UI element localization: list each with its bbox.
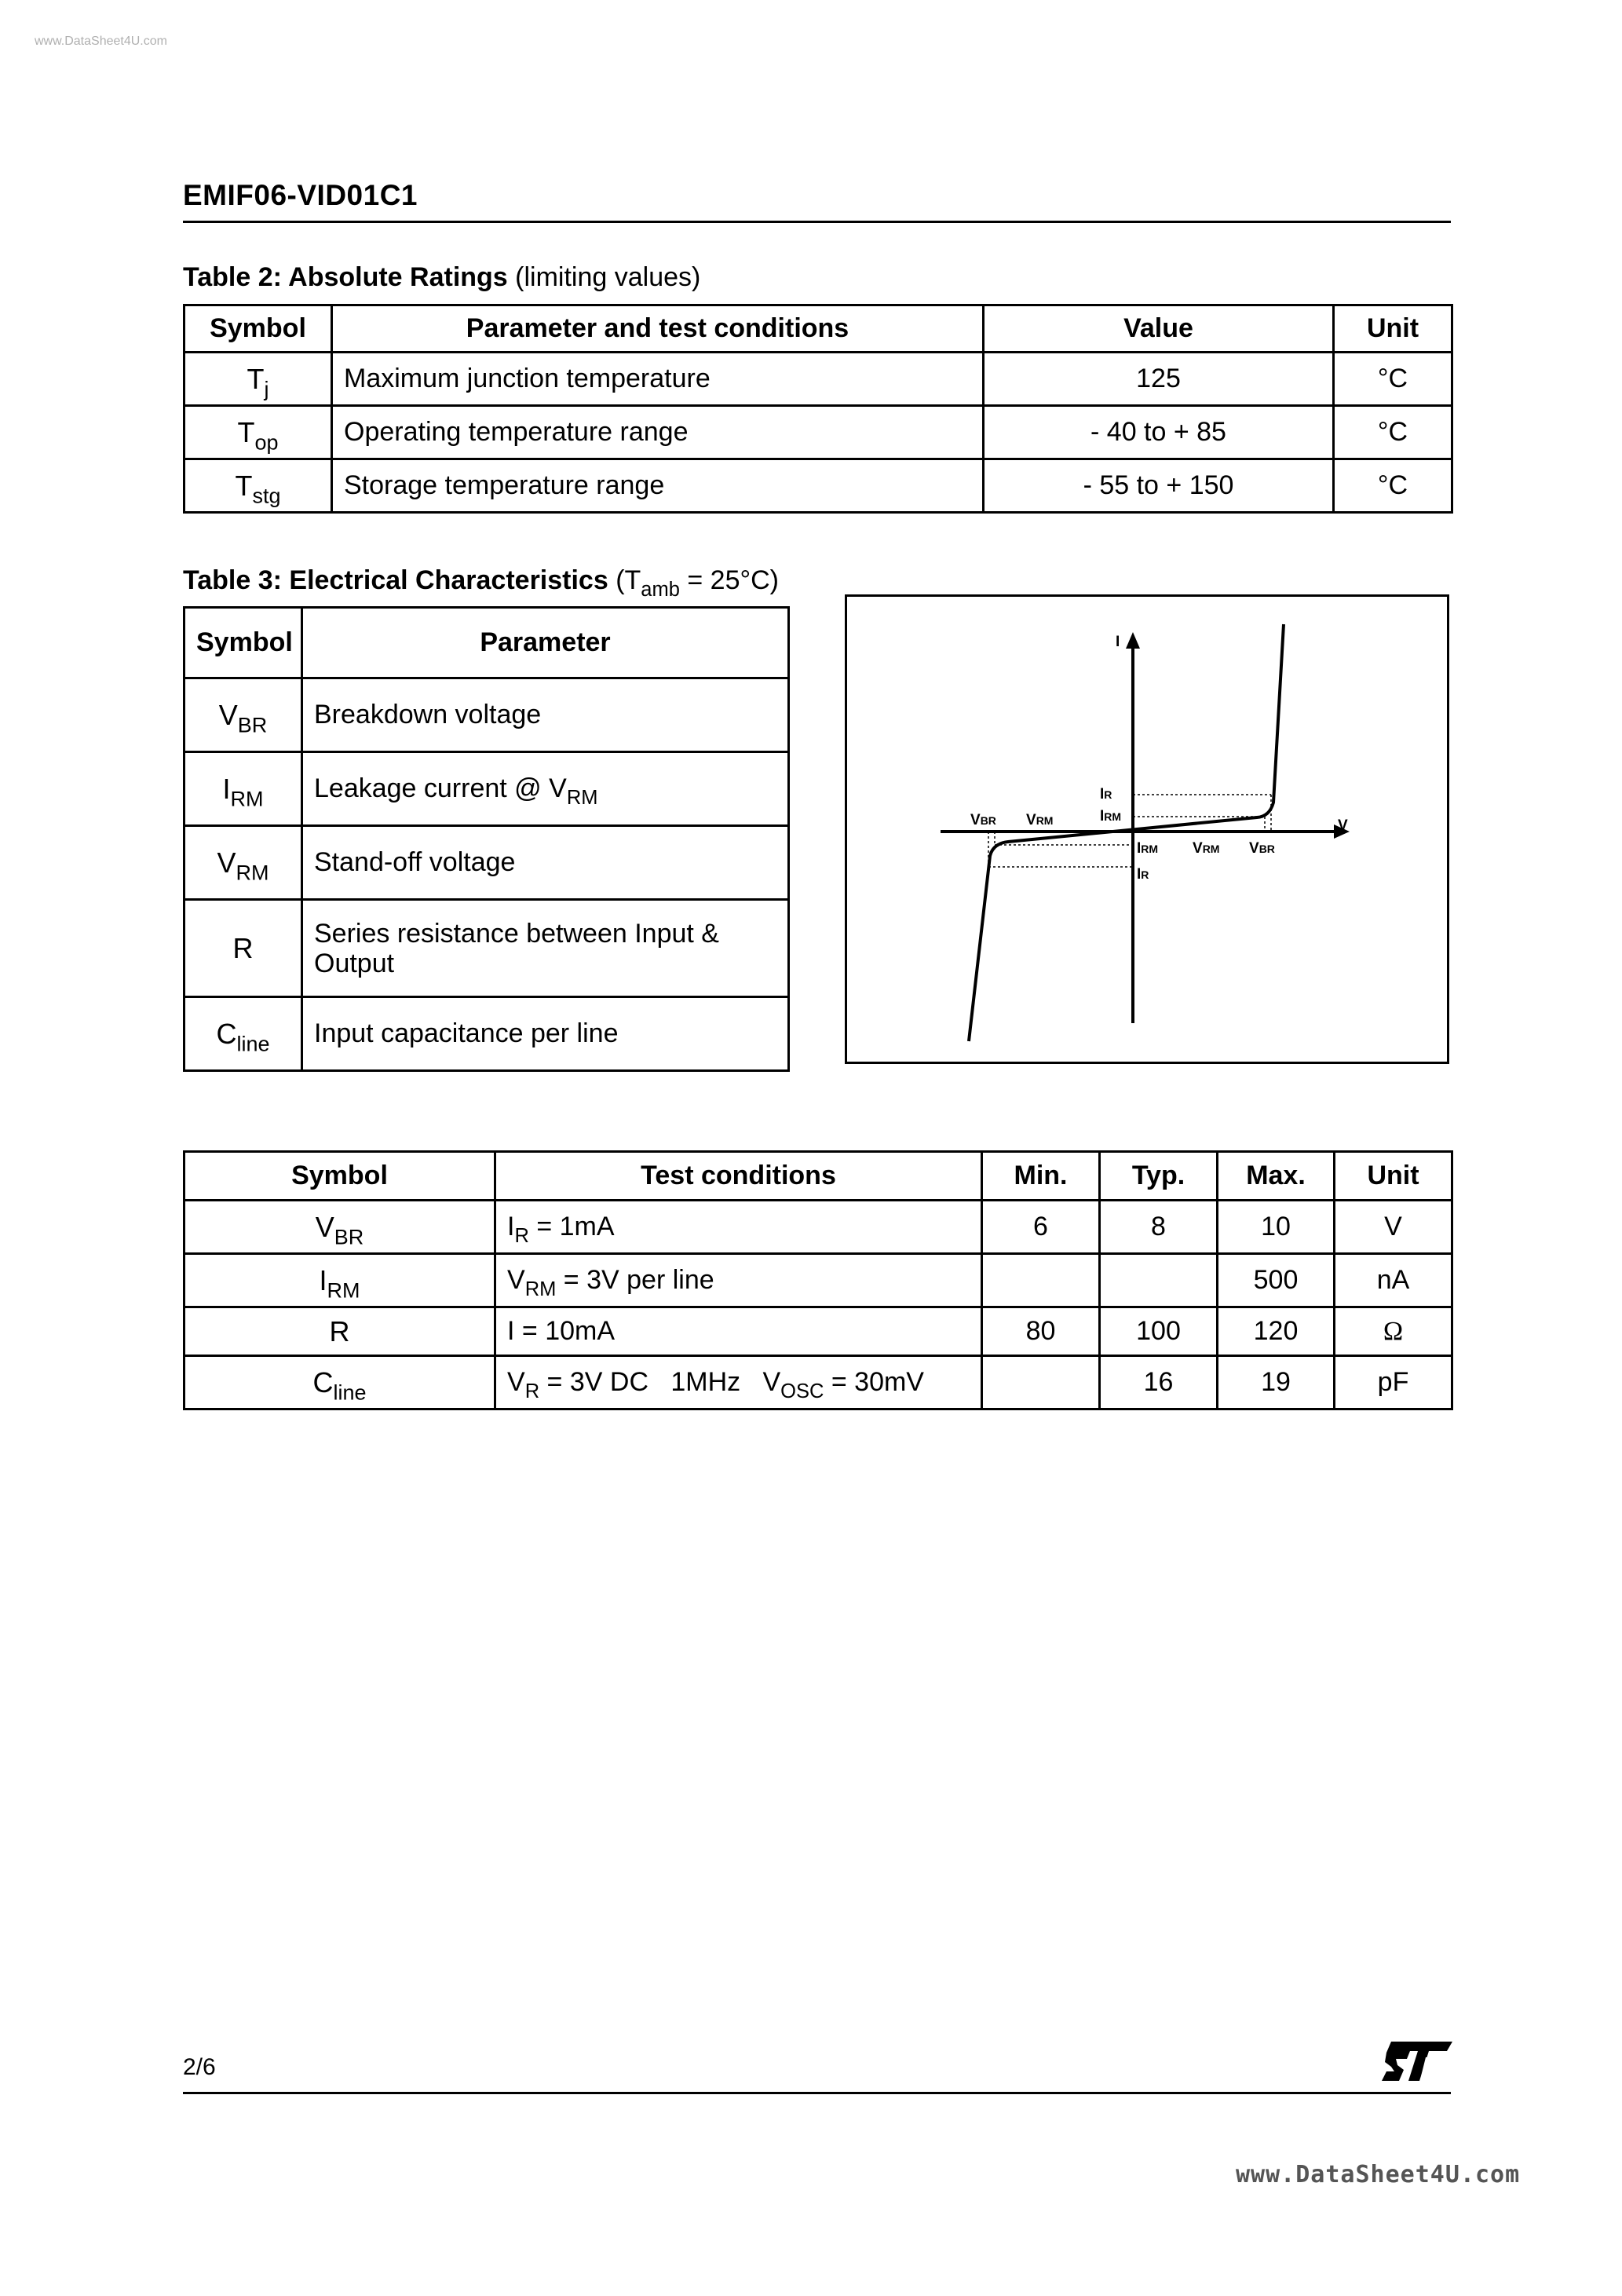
header-parameter: Parameter bbox=[302, 608, 789, 678]
header-value: Value bbox=[984, 305, 1334, 353]
unit-cell: nA bbox=[1335, 1254, 1452, 1307]
label-irm-bottom: IRM bbox=[1137, 840, 1159, 857]
parameter-cell: Maximum junction temperature bbox=[332, 353, 984, 406]
symbol-cell: $V_{RM}$ bbox=[184, 826, 302, 900]
i-axis-arrow bbox=[1126, 632, 1140, 649]
label-ir-bottom: IR bbox=[1137, 866, 1149, 883]
symbol-cell: $C_{line}$ bbox=[184, 1356, 495, 1409]
table3-caption: Table 3: Electrical Characteristics $(T_{amb} = 25^\circ C)$ bbox=[183, 565, 779, 601]
value-cell: - 55 to + 150 bbox=[984, 459, 1334, 513]
table-row bbox=[184, 459, 1452, 513]
st-logo-icon bbox=[1380, 2038, 1454, 2091]
label-ir-top: IR bbox=[1100, 786, 1112, 803]
iv-characteristic-figure bbox=[845, 594, 1449, 1064]
table-row bbox=[184, 1201, 1452, 1254]
typ-cell: 16 bbox=[1100, 1356, 1218, 1409]
symbol-cell: R bbox=[184, 900, 302, 997]
table-header-row bbox=[184, 305, 1452, 353]
document-title: EMIF06-VID01C1 bbox=[183, 179, 418, 211]
unit-cell: °C bbox=[1334, 459, 1452, 513]
table-row bbox=[184, 1356, 1452, 1409]
table-row bbox=[184, 1254, 1452, 1307]
parameter-cell: Breakdown voltage bbox=[302, 678, 789, 752]
header-min: Min. bbox=[982, 1152, 1100, 1201]
label-vrm-bottom: VRM bbox=[1193, 840, 1220, 857]
unit-cell: Ω bbox=[1335, 1307, 1452, 1356]
parameter-cell: Operating temperature range bbox=[332, 406, 984, 459]
table-header-row bbox=[184, 1152, 1452, 1201]
symbol-cell: $V_{BR}$ bbox=[184, 678, 302, 752]
label-vbr-bottom: VBR bbox=[1249, 840, 1275, 857]
table2-caption: Table 2: Absolute Ratings (limiting values) bbox=[183, 262, 701, 292]
table-header-row bbox=[184, 608, 789, 678]
parameter-cell: Leakage current @ $V_{RM}$ bbox=[302, 752, 789, 826]
min-cell: 80 bbox=[982, 1307, 1100, 1356]
table-row bbox=[184, 826, 789, 900]
parameter-cell: Storage temperature range bbox=[332, 459, 984, 513]
conditions-cell: $I_R = 1mA$ bbox=[495, 1201, 982, 1254]
watermark-top: www.DataSheet4U.com bbox=[35, 35, 167, 48]
value-cell: 125 bbox=[984, 353, 1334, 406]
header-test-conditions: Test conditions bbox=[495, 1152, 982, 1201]
header-symbol: Symbol bbox=[184, 305, 332, 353]
parameter-cell: Stand-off voltage bbox=[302, 826, 789, 900]
symbol-cell: $T_{stg}$ bbox=[184, 459, 332, 513]
header-unit: Unit bbox=[1335, 1152, 1452, 1201]
title-rule bbox=[183, 221, 1451, 223]
conditions-cell: I = 10mA bbox=[495, 1307, 982, 1356]
footer-rule bbox=[183, 2092, 1451, 2094]
unit-cell: pF bbox=[1335, 1356, 1452, 1409]
header-unit: Unit bbox=[1334, 305, 1452, 353]
max-cell: 19 bbox=[1218, 1356, 1335, 1409]
parameter-cell: Series resistance between Input & Output bbox=[302, 900, 789, 997]
symbol-cell: $T_j$ bbox=[184, 353, 332, 406]
unit-cell: °C bbox=[1334, 406, 1452, 459]
table-row bbox=[184, 353, 1452, 406]
label-vbr-left: VBR bbox=[970, 812, 996, 828]
unit-cell: °C bbox=[1334, 353, 1452, 406]
symbol-cell: R bbox=[184, 1307, 495, 1356]
symbol-cell: $T_{op}$ bbox=[184, 406, 332, 459]
min-cell bbox=[982, 1356, 1100, 1409]
electrical-characteristics-table bbox=[183, 606, 790, 1072]
max-cell: 10 bbox=[1218, 1201, 1335, 1254]
parameter-cell: Input capacitance per line bbox=[302, 997, 789, 1071]
conditions-cell: $V_R = 3V$ DC 1MHz $V_{OSC} = 30mV$ bbox=[495, 1356, 982, 1409]
header-max: Max. bbox=[1218, 1152, 1335, 1201]
typ-cell bbox=[1100, 1254, 1218, 1307]
header-typ: Typ. bbox=[1100, 1152, 1218, 1201]
absolute-ratings-table bbox=[183, 304, 1453, 514]
min-cell bbox=[982, 1254, 1100, 1307]
value-cell: - 40 to + 85 bbox=[984, 406, 1334, 459]
max-cell: 120 bbox=[1218, 1307, 1335, 1356]
header-symbol: Symbol bbox=[184, 1152, 495, 1201]
axis-v-label: V bbox=[1338, 817, 1348, 834]
label-vrm-left: VRM bbox=[1026, 812, 1054, 828]
table-row bbox=[184, 406, 1452, 459]
test-conditions-table bbox=[183, 1150, 1453, 1410]
page-number: 2/6 bbox=[183, 2054, 216, 2080]
typ-cell: 8 bbox=[1100, 1201, 1218, 1254]
axis-i-label: I bbox=[1116, 634, 1120, 650]
max-cell: 500 bbox=[1218, 1254, 1335, 1307]
table-row bbox=[184, 678, 789, 752]
symbol-cell: $V_{BR}$ bbox=[184, 1201, 495, 1254]
table-row bbox=[184, 752, 789, 826]
min-cell: 6 bbox=[982, 1201, 1100, 1254]
label-irm-top: IRM bbox=[1100, 808, 1122, 824]
table-row bbox=[184, 997, 789, 1071]
iv-curve-diagram bbox=[847, 597, 1447, 1062]
symbol-cell: $C_{line}$ bbox=[184, 997, 302, 1071]
symbol-cell: $I_{RM}$ bbox=[184, 1254, 495, 1307]
symbol-cell: $I_{RM}$ bbox=[184, 752, 302, 826]
table-row bbox=[184, 1307, 1452, 1356]
table-row bbox=[184, 900, 789, 997]
header-symbol: Symbol bbox=[184, 608, 302, 678]
unit-cell: V bbox=[1335, 1201, 1452, 1254]
watermark-bottom: www.DataSheet4U.com bbox=[1236, 2161, 1521, 2188]
conditions-cell: $V_{RM} = 3V$ per line bbox=[495, 1254, 982, 1307]
header-parameter: Parameter and test conditions bbox=[332, 305, 984, 353]
typ-cell: 100 bbox=[1100, 1307, 1218, 1356]
